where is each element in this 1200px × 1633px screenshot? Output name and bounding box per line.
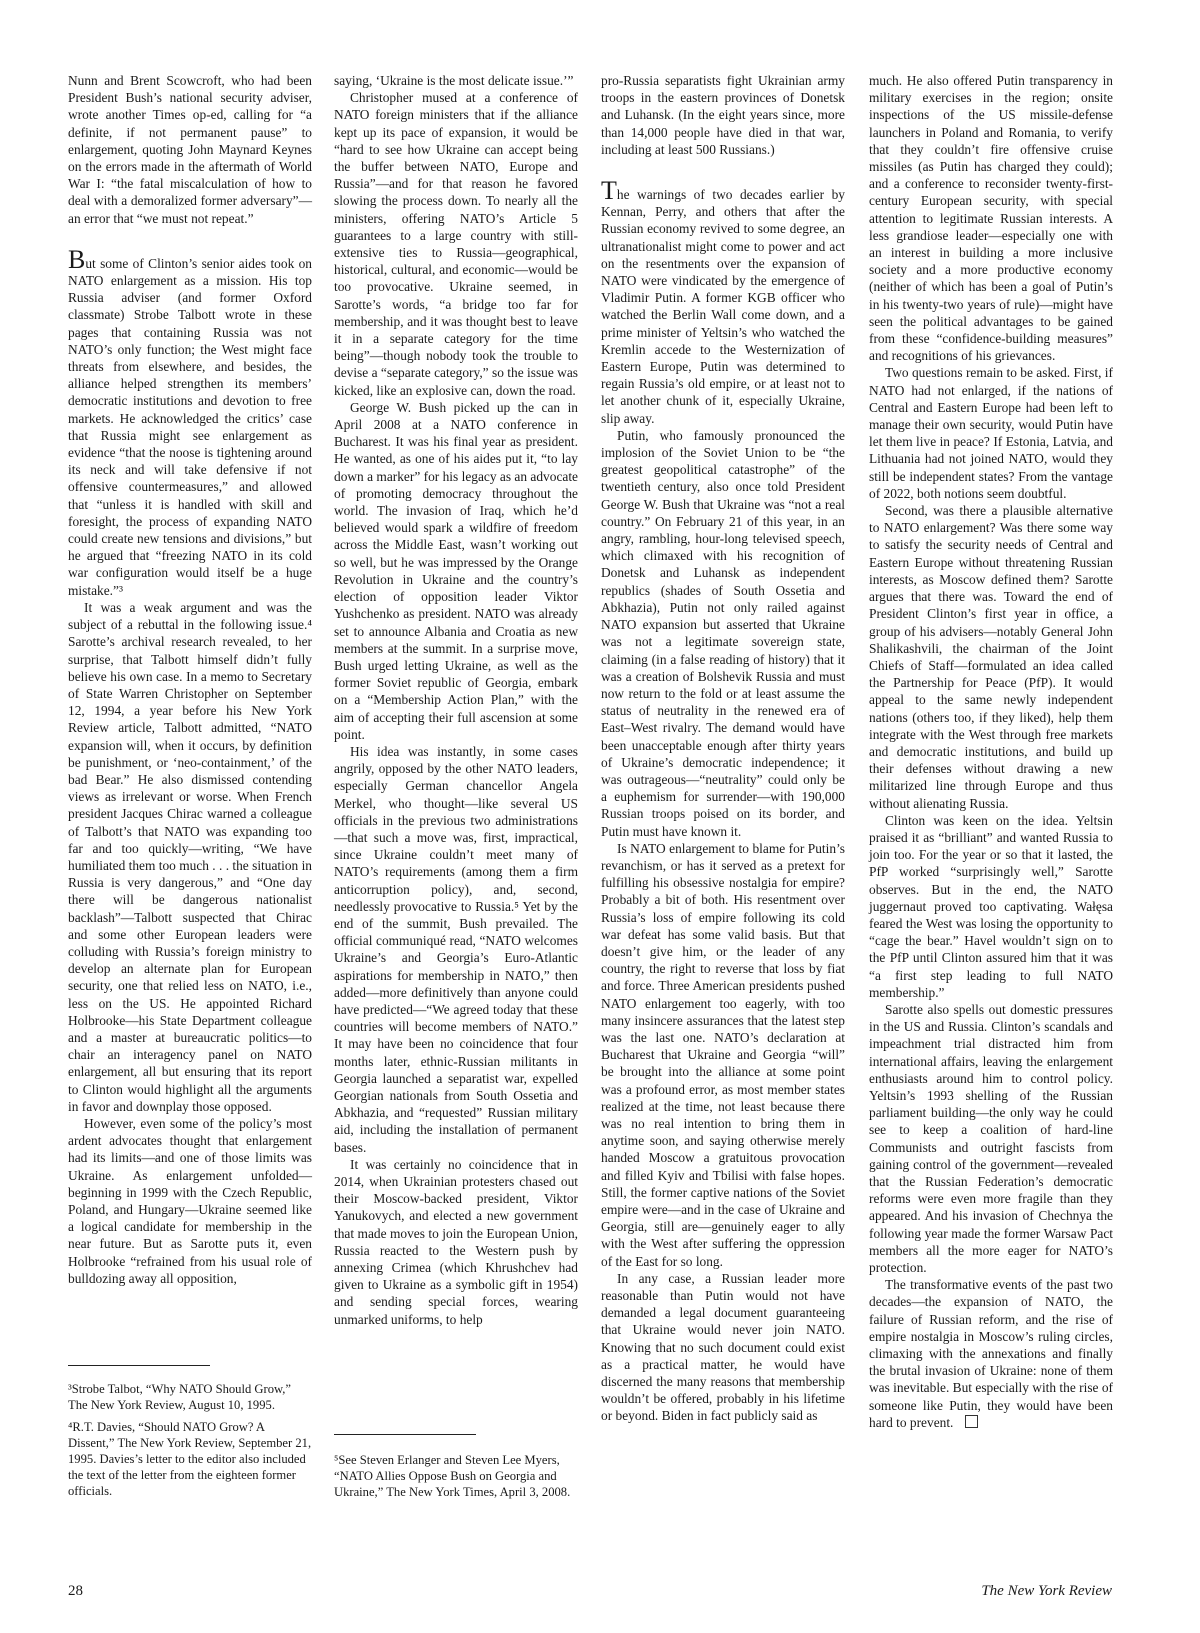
- footnote-5: ⁵See Steven Erlanger and Steven Lee Myers, “NATO Allies Oppose Bush on Georgia and Ukraine,” The New York Times, April 3, 2008.: [334, 1453, 571, 1499]
- footnote-3: ³Strobe Talbot, “Why NATO Should Grow,” The New York Review, August 10, 1995.: [68, 1382, 292, 1412]
- section-paragraph: [601, 176, 845, 427]
- footnotes-column-2: [334, 1452, 578, 1506]
- paragraph: His idea was instantly, in some cases angrily, opposed by the other NATO leaders, especially German chancellor Angela Merkel, who thought—like several US officials in the previous two administrations—that such a move was, first, impractical, since Ukraine couldn’t meet many of NATO’s requirements (among them a firm anticorruption policy), and, second, needlessly provocative to Russia.⁵ Yet by the end of the summit, Bush prevailed. The official communiqué read, “NATO welcomes Ukraine’s and Georgia’s Euro-Atlantic aspirations for membership in NATO,” then added—more definitively than anyone could have predicted—“We agreed today that these countries will become members of NATO.” It may have been no coincidence that four months later, ethnic-Russian militants in Georgia launched a separatist war, expelled Georgian nationals from South Ossetia and Abkhazia, and “requested” Russian military aid, including the installation of permanent bases.: [334, 743, 578, 1155]
- paragraph: saying, ‘Ukraine is the most delicate issue.’”: [334, 73, 574, 88]
- paragraph-text: The transformative events of the past two decades—the expansion of NATO, the failure of Russian reform, and the rise of empire nostalgia in Moscow’s ruling circles, climaxing with the annexations and finally the brutal invasion of Ukraine: none of them was inevitable. But especially with the rise of someone like Putin, they would have been hard to prevent.: [869, 1277, 1113, 1430]
- page-number: 28: [68, 1583, 83, 1599]
- article-column-3: [601, 72, 845, 1425]
- article-column-4: [869, 72, 1113, 1431]
- paragraph: pro-Russia separatists fight Ukrainian army troops in the eastern provinces of Donetsk and Luhansk. (In the eight years since, more than 14,000 people have died in that war, including at least 500 Russians.): [601, 73, 845, 157]
- paragraph: It was certainly no coincidence that in 2014, when Ukrainian protesters chased out their Moscow-backed president, Viktor Yanukovych, and elected a new government that made moves to join the European Union, Russia reacted to the Western push by annexing Crimea (which Khrushchev had given to Ukraine as a symbolic gift in 1954) and sending special forces, wearing unmarked uniforms, to help: [334, 1156, 578, 1327]
- paragraph-text: ut some of Clinton’s senior aides took on NATO enlargement as a mission. His top Russia adviser (and former Oxford classmate) Strobe Talbott wrote in these pages that containing Russia was not NATO’s only function; the West might face threats from elsewhere, and besides, the alliance helped strengthen its members’ democratic institutions and devotion to free markets. He acknowledged the critics’ case that Russia might see enlargement as evidence “that the noose is tightening around its neck and will take defensive if not offensive countermeasures,” and allowed that “unless it is handled with skill and foresight, the process of expanding NATO could create new tensions and divisions,” but he argued that “freezing NATO in its cold war configuration would itself be a huge mistake.”³: [68, 255, 312, 598]
- paragraph: Nunn and Brent Scowcroft, who had been President Bush’s national security adviser, wrote another Times op-ed, calling for “a definite, if not permanent pause” to enlargement, quoting John Maynard Keynes on the errors made in the aftermath of World War I: “the fatal miscalculation of how to deal with a demoralized former adversary”—an error that “we must not repeat.”: [68, 73, 312, 226]
- publication-name: The New York Review: [981, 1583, 1112, 1599]
- footnote-rule: [68, 1365, 210, 1366]
- article-column-1: [68, 72, 312, 1287]
- paragraph: Sarotte also spells out domestic pressures in the US and Russia. Clinton’s scandals and impeachment trial distracted him from international affairs, leaving the enlargement enthusiasts around him to control policy. Yeltsin’s 1993 shelling of the Russian parliament building—the only way he could see to keep a coalition of hard-line Communists and outright fascists from gaining control of the government—revealed that the Russian Federation’s democratic reforms were even more fragile than they appeared. And his invasion of Chechnya the following year made the former Warsaw Pact members all the more eager for NATO’s protection.: [869, 1001, 1113, 1276]
- paragraph: Clinton was keen on the idea. Yeltsin praised it as “brilliant” and wanted Russia to join too. For the year or so that it lasted, the PfP worked “surprisingly well,” Sarotte observes. But in the end, the NATO juggernaut proved too captivating. Wałęsa feared the West was losing the opportunity to “cage the bear.” Havel wouldn’t sign on to the PfP until Clinton assured him that it was “a first step leading to full NATO membership.”: [869, 812, 1113, 1000]
- footnote-rule: [334, 1434, 476, 1435]
- paragraph-text: he warnings of two decades earlier by Kennan, Perry, and others that after the Russian economy revived to some degree, an ultranationalist might come to power and act on the resentments over the expansion of NATO were vindicated by the emergence of Vladimir Putin. A former KGB officer who watched the Berlin Wall come down, and a prime minister of Yeltsin’s who watched the Kremlin accede to the Westernization of Eastern Europe, Putin was determined to regain Russia’s old empire, or at least not to let another chunk of it, especially Ukraine, slip away.: [601, 187, 845, 426]
- paragraph: Putin, who famously pronounced the implosion of the Soviet Union to be “the greatest geopolitical catastrophe” of the twentieth century, also once told President George W. Bush that Ukraine was “not a real country.” On February 21 of this year, in an angry, rambling, hour-long televised speech, which climaxed with his recognition of Donetsk and Luhansk as independent republics (shades of South Ossetia and Abkhazia), Putin not only railed against NATO expansion but asserted that Ukraine was not a legitimate sovereign state, claiming (in a false reading of history) that it was a creation of Bolshevik Russia and must now return to the fold or at least assume the status of neutrality in the renewed era of East–West rivalry. The demand would have been unacceptable enough after thirty years of Ukraine’s democratic independence; it was outrageous—“neutrality” could only be a euphemism for surrender—with 190,000 Russian troops poised on its border, and Putin must have known it.: [601, 427, 845, 839]
- drop-cap: T: [601, 176, 617, 206]
- paragraph: In any case, a Russian leader more reasonable than Putin would not have demanded a legal document guaranteeing that Ukraine would never join NATO. Knowing that no such document could exist as a practical matter, he would have discerned the many reasons that membership wouldn’t be offered, probably in his lifetime or beyond. Biden in fact publicly said as: [601, 1270, 845, 1424]
- paragraph: Is NATO enlargement to blame for Putin’s revanchism, or has it served as a pretext for fulfilling his obsessive nostalgia for empire? Probably a bit of both. His resentment over Russia’s loss of empire following its cold war defeat has some valid basis. But that doesn’t give him, or the leader of any country, the right to reverse that loss by fiat and force. Three American presidents pushed NATO enlargement too eagerly, with too many insincere assurances that the latest step was the last one. NATO’s declaration at Bucharest that Ukraine and Georgia “will” be brought into the alliance at some point was a profound error, as most member states realized at the time, not least because there was no real intention to bring them in anytime soon, and saying otherwise merely handed Moscow a gratuitous provocation and filled Kyiv and Tbilisi with false hopes. Still, the former captive nations of the Soviet empire were—and in the case of Ukraine and Georgia, still are—genuinely eager to ally with the West after suffering the oppression of the East for so long.: [601, 840, 845, 1269]
- paragraph: George W. Bush picked up the can in April 2008 at a NATO conference in Bucharest. It was his final year as president. He wanted, as one of his aides put it, “to lay down a marker” for his legacy as an advocate of promoting democracy throughout the world. The invasion of Iraq, which he’d believed would spark a wildfire of freedom across the Middle East, wasn’t working out so well, but he was impressed by the Orange Revolution in Ukraine and the country’s election of opposition leader Viktor Yushchenko as president. NATO was already set to announce Albania and Croatia as new members at the summit. In a surprise move, Bush urged letting Ukraine, as well as the former Soviet republic of Georgia, embark on a “Membership Action Plan,” with the aim of accepting their full ascension at some point.: [334, 399, 578, 742]
- paragraph: However, even some of the policy’s most ardent advocates thought that enlargement had its limits—and one of those limits was Ukraine. As enlargement unfolded—beginning in 1999 with the Czech Republic, Poland, and Hungary—Ukraine seemed like a logical candidate for membership in the near future. But as Sarotte puts it, even Holbrooke “refrained from his usual role of bulldozing away all opposition,: [68, 1115, 312, 1286]
- section-paragraph: [68, 244, 312, 599]
- final-paragraph: [869, 1276, 1113, 1431]
- article-column-2: [334, 72, 578, 1328]
- footnote-4: ⁴R.T. Davies, “Should NATO Grow? A Dissent,” The New York Review, September 21, 1995. Davies’s letter to the editor also included the text of the letter from the eighteen former officials.: [68, 1420, 312, 1498]
- paragraph: Second, was there a plausible alternative to NATO enlargement? Was there some way to satisfy the security needs of Central and Eastern Europe without threatening Russian interests, as Moscow defined them? Sarotte argues that there was. Toward the end of President Clinton’s first year in office, a group of his advisers—notably General John Shalikashvili, the chairman of the Joint Chiefs of Staff—formulated an idea called the Partnership for Peace (PfP). It would appeal to the same newly independent nations (others too, if they liked), help them integrate with the West through free markets and democratic institutions, and build up their defenses without drawing a new militarized line through Europe and thus without alienating Russia.: [869, 503, 1113, 811]
- footnotes-column-1: [68, 1381, 312, 1505]
- paragraph: It was a weak argument and was the subject of a rebuttal in the following issue.⁴ Sarotte’s archival research revealed, to her surprise, that Talbott himself didn’t fully believe his own case. In a memo to Secretary of State Warren Christopher on September 12, 1994, a year before his New York Review article, Talbott admitted, “NATO expansion will, when it occurs, by definition be punishment, or ‘neo-containment,’ of the bad Bear.” He also dismissed contending views as irrelevant or worse. When French president Jacques Chirac warned a colleague of Talbott’s that NATO was expanding too far and too quickly—writing, “We have humiliated them too much . . . the situation in Russia is very dangerous,” and “One day there will be dangerous nationalist backlash”—Talbott suspected that Chirac and some other European leaders were colluding with Russia’s foreign ministry to develop an alternate plan for European security, one that relied less on NATO, i.e., less on the US. He appointed Richard Holbrooke—his State Department colleague and a master at bureaucratic politics—to chair an interagency panel on NATO enlargement, all but ensuring that its report to Clinton would highlight all the arguments in favor and downplay those opposed.: [68, 599, 312, 1114]
- paragraph: much. He also offered Putin transparency in military exercises in the region; onsite inspections of the US missile-defense launchers in Poland and Romania, to verify that they couldn’t fire offensive cruise missiles (as Putin has charged they could); and a conference to reconsider twenty-first-century European security, with special attention to legitimate Russian interests. A less grandiose leader—especially one with an interest in building a more inclusive society and a more productive economy (neither of which has been a goal of Putin’s in his twenty-two years of rule)—might have seen the political advantages to be gained from these “confidence-building measures” and recognitions of his grievances.: [869, 73, 1113, 364]
- drop-cap: B: [68, 244, 86, 274]
- paragraph: Christopher mused at a conference of NATO foreign ministers that if the alliance kept up its pace of expansion, it would be “hard to see how Ukraine can accept being the buffer between NATO, Europe and Russia”—and for that reason he favored slowing the process down. To nearly all the ministers, offering NATO’s Article 5 guarantees to a large country with still-extensive ties to Russia—geographical, historical, cultural, and economic—would be too provocative. Ukraine seemed, in Sarotte’s words, “a bridge too far for membership, and it was thought best to leave it in a separate category for the time being”—though nobody took the trouble to devise a “separate category,” so the issue was kicked, like an explosive can, down the road.: [334, 90, 578, 398]
- end-mark-icon: [965, 1415, 978, 1428]
- paragraph: Two questions remain to be asked. First, if NATO had not enlarged, if the nations of Central and Eastern Europe had been left to manage their own security, would Putin have let them live in peace? If Estonia, Latvia, and Lithuania had not joined NATO, would they still be independent states? From the vantage of 2022, both notions seem doubtful.: [869, 365, 1113, 501]
